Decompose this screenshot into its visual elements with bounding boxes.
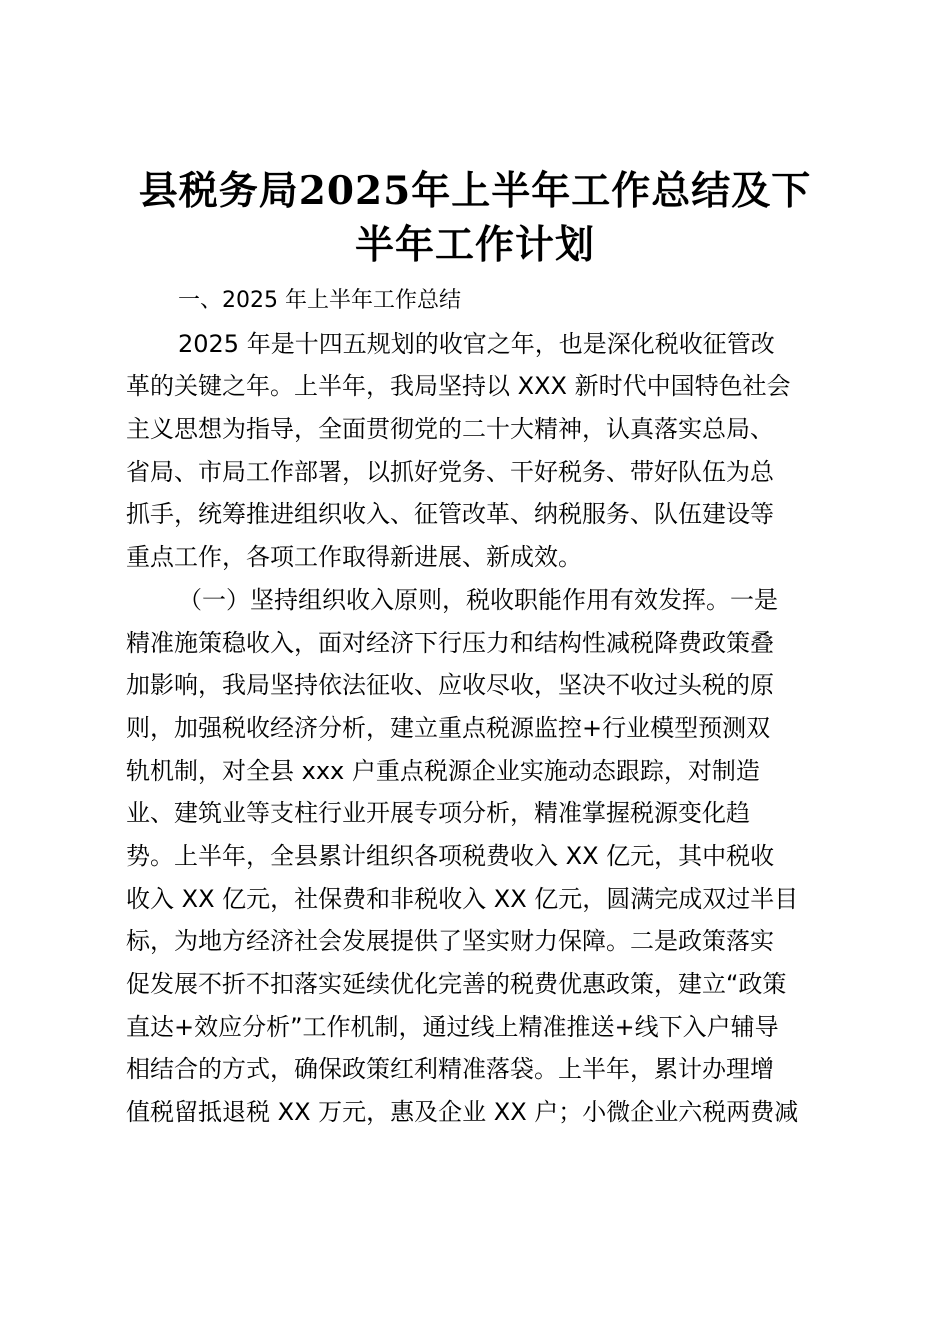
paragraph-line: （一）坚持组织收入原则，税收职能作用有效发挥。一是 xyxy=(178,585,778,614)
paragraph-line: 精准施策稳收入，面对经济下行压力和结构性减税降费政策叠 xyxy=(126,628,774,657)
paragraph-line: 势。上半年，全县累计组织各项税费收入 XX 亿元，其中税收 xyxy=(126,841,775,870)
paragraph-line: 2025 年是十四五规划的收官之年，也是深化税收征管改 xyxy=(178,329,775,358)
document-title xyxy=(110,164,840,272)
paragraph-line: 相结合的方式，确保政策红利精准落袋。上半年，累计办理增 xyxy=(126,1055,774,1084)
paragraph-revenue xyxy=(126,579,830,1134)
paragraph-line: 主义思想为指导，全面贯彻党的二十大精神，认真落实总局、 xyxy=(126,415,774,444)
paragraph-line: 抓手，统筹推进组织收入、征管改革、纳税服务、队伍建设等 xyxy=(126,500,774,529)
paragraph-line: 标，为地方经济社会发展提供了坚实财力保障。二是政策落实 xyxy=(126,927,774,956)
paragraph-line: 重点工作，各项工作取得新进展、新成效。 xyxy=(126,543,582,572)
document-body xyxy=(126,280,830,1134)
paragraph-line: 值税留抵退税 XX 万元，惠及企业 XX 户；小微企业六税两费减 xyxy=(126,1098,799,1127)
paragraph-line: 加影响，我局坚持依法征收、应收尽收，坚决不收过头税的原 xyxy=(126,671,774,700)
section-heading: 一、2025 年上半年工作总结 xyxy=(178,288,461,313)
title-line: 县税务局2025年上半年工作总结及下 xyxy=(138,168,812,214)
paragraph-line: 直达+效应分析”工作机制，通过线上精准推送+线下入户辅导 xyxy=(126,1012,779,1041)
paragraph-line: 业、建筑业等支柱行业开展专项分析，精准掌握税源变化趋 xyxy=(126,799,750,828)
paragraph-intro xyxy=(126,323,830,579)
paragraph-line: 收入 XX 亿元，社保费和非税收入 XX 亿元，圆满完成双过半目 xyxy=(126,884,799,913)
paragraph-line: 革的关键之年。上半年，我局坚持以 XXX 新时代中国特色社会 xyxy=(126,372,791,401)
paragraph-line: 轨机制，对全县 xxx 户重点税源企业实施动态跟踪，对制造 xyxy=(126,756,760,785)
title-line: 半年工作计划 xyxy=(354,222,595,268)
paragraph-line: 省局、市局工作部署，以抓好党务、干好税务、带好队伍为总 xyxy=(126,457,774,486)
paragraph-line: 则，加强税收经济分析，建立重点税源监控+行业模型预测双 xyxy=(126,713,771,742)
paragraph-line: 促发展不折不扣落实延续优化完善的税费优惠政策，建立“政策 xyxy=(126,970,787,998)
